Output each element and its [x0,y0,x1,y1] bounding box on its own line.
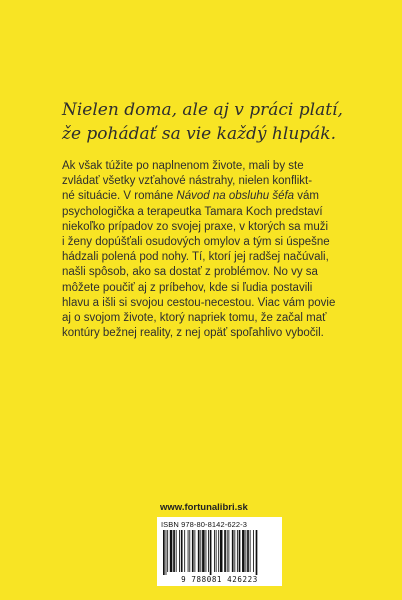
barcode-bar [234,530,235,572]
barcode-image [161,530,278,575]
blurb-line: i ženy dopúšťali osudových omylov a tým si úspešne [62,236,330,249]
blurb-line-end: vám [294,190,319,203]
barcode-bar [214,530,215,572]
publisher-website: www.fortunalibri.sk [160,502,248,513]
isbn-text: ISBN 978-80-8142-622-3 [161,520,248,529]
barcode-bar [163,530,165,575]
barcode-bar [194,530,195,572]
barcode-bar [198,530,200,572]
barcode-bar [184,530,185,572]
blurb-line: Ak však túžite po naplnenom živote, mali by ste [62,160,304,172]
barcode-bar [200,530,201,572]
barcode-bar [218,530,219,572]
blurb-line: aj o svojom živote, ktorý napriek tomu, že začal mať [62,312,327,325]
blurb-line-start: né situácie. V románe [62,190,177,203]
barcode-bar [253,530,254,572]
blurb-text [62,159,346,341]
barcode-bar [208,530,209,572]
blurb-line: psychologička a terapeutka Tamara Koch predstaví [62,205,323,218]
blurb-line: hlavu a išli si svojou cestou-necestou. Viac vám povie [62,296,336,309]
barcode-bar [206,530,207,572]
barcode-bar [242,530,245,572]
barcode-bar [189,530,190,572]
barcode-bar [202,530,205,572]
barcode-bar [170,530,173,572]
tagline [62,98,352,146]
barcode-bar [250,530,251,572]
barcode-bar [179,530,180,572]
blurb-line: hádzali polená pod nohy. Tí, ktorí jej radšej načúvali, [62,251,329,264]
barcode-bar [220,530,223,572]
barcode-bar [167,530,168,572]
barcode-bar [237,530,238,572]
barcode-bar [192,530,194,572]
blurb-line: môžete poučiť aj z príbehov, kde si ľudia postavili [62,281,313,294]
barcode-bar [216,530,217,572]
barcode-bar [181,530,183,572]
blurb-line [62,189,346,204]
barcode-digits: 9 788081 426223 [181,575,258,584]
tagline-line-1: Nielen doma, ale aj v práci platí, [62,100,343,120]
barcode-bar [232,530,234,572]
barcode-bar [239,530,241,572]
tagline-line-2: že pohádať sa vie každý hlupák. [62,124,336,144]
barcode-bar [176,530,177,572]
barcode-label [157,517,282,586]
blurb-line: zvládať všetky vzťahové nástrahy, nielen konflikt- [62,175,313,188]
barcode-bar [245,530,246,572]
barcode-bar [247,530,249,572]
barcode-bar [228,530,229,572]
barcode-bar [224,530,226,572]
blurb-line: niekoľko prípadov zo svojej praxe, v ktorých sa muži [62,220,329,233]
barcode-bar [256,530,258,575]
barcode-bar [166,530,167,575]
blurb-line: našli spôsob, ako sa dostať z problémov. No vy sa [62,266,318,279]
barcode-bar [227,530,228,572]
barcode-bar [210,530,212,575]
book-title: Návod na obsluhu šéfa [176,190,295,203]
barcode-bar [173,530,175,572]
blurb-line: kontúry bežnej reality, z nej opäť spoľahlivo vybočil. [62,327,324,340]
barcode-bar [188,530,189,572]
